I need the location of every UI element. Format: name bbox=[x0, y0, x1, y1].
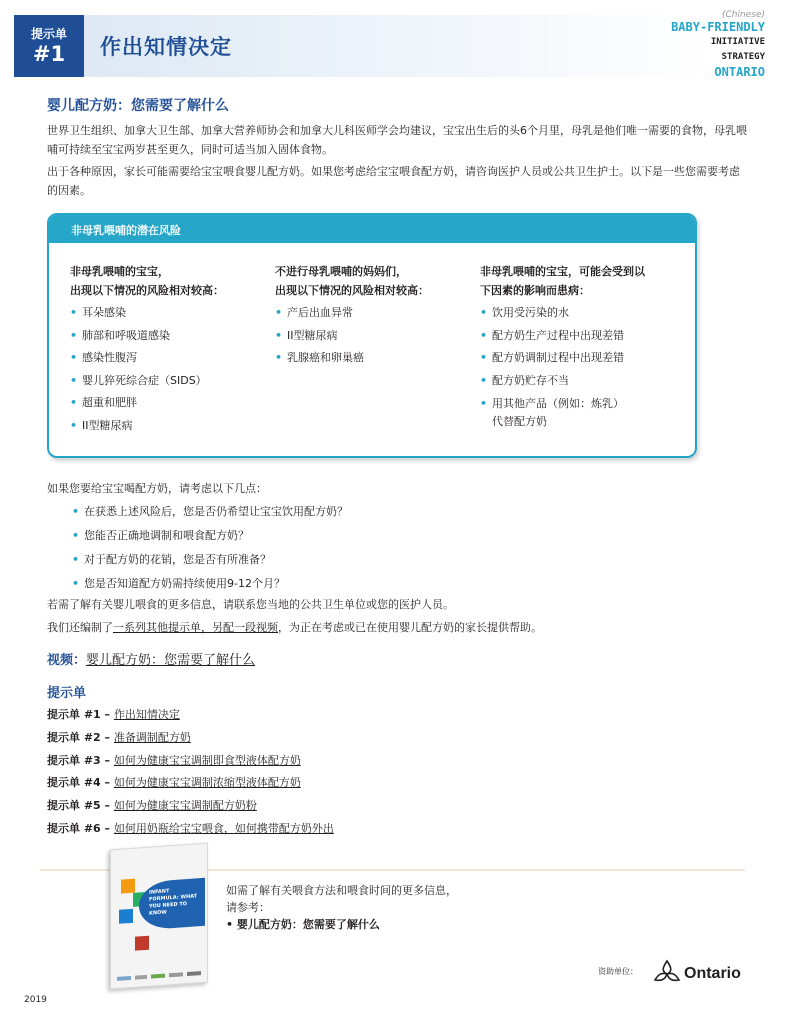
risk-column-heading-line2: 出现以下情况的风险相对较高： bbox=[275, 284, 429, 297]
page-title: 作出知情决定 bbox=[100, 35, 232, 59]
tip-sheet-link[interactable]: 如何用奶瓶给宝宝喂食，如何携带配方奶外出 bbox=[113, 821, 334, 835]
more-info-line3[interactable]: • 婴儿配方奶：您需要了解什么 bbox=[226, 918, 380, 931]
compiled-suffix: ，为正在考虑或已在使用婴儿配方奶的家长提供帮助。 bbox=[278, 621, 542, 634]
tip-sheet-link[interactable]: 如何为健康宝宝调制即食型液体配方奶 bbox=[113, 753, 301, 767]
list-item: • 婴儿猝死综合症（SIDS） bbox=[70, 373, 270, 388]
video-label: 视频： bbox=[47, 653, 87, 668]
list-item: • 感染性腹泻 bbox=[70, 350, 270, 365]
risk-column-baby bbox=[70, 262, 270, 440]
list-item: • II型糖尿病 bbox=[275, 328, 475, 343]
tip-sheets-title: 提示单 bbox=[47, 686, 87, 701]
list-item: • 在获悉上述风险后，您是否仍希望让宝宝饮用配方奶？ bbox=[72, 504, 348, 519]
risk-column-heading-line2: 下因素的影响而患病： bbox=[480, 284, 590, 297]
list-item bbox=[47, 730, 334, 745]
risk-column-heading bbox=[70, 262, 270, 300]
tip-sheet-link[interactable]: 如何为健康宝宝调制配方奶粉 bbox=[113, 799, 257, 813]
list-item: • 用其他产品（例如：炼乳） 代替配方奶 bbox=[480, 395, 690, 431]
partner-logos-icon bbox=[117, 970, 203, 982]
ontario-logo bbox=[652, 958, 752, 988]
more-info-block bbox=[226, 882, 457, 933]
list-item: • 肺部和呼吸道感染 bbox=[70, 328, 270, 343]
tip-sheet-link[interactable]: 如何为健康宝宝调制浓缩型液体配方奶 bbox=[113, 776, 301, 790]
list-item: • 饮用受污染的水 bbox=[480, 305, 690, 320]
list-item bbox=[47, 798, 334, 813]
list-item bbox=[47, 775, 334, 790]
booklet-thumbnail[interactable] bbox=[110, 843, 208, 990]
list-item: • 产后出血异常 bbox=[275, 305, 475, 320]
risk-column-heading-line1: 非母乳喂哺的宝宝，可能会受到以 bbox=[480, 265, 645, 278]
list-item: • 耳朵感染 bbox=[70, 305, 270, 320]
tip-label: 提示单 bbox=[30, 27, 67, 41]
tip-sheet-number: 提示单 #6 – bbox=[47, 821, 114, 835]
tip-sheets-list bbox=[47, 707, 334, 844]
video-link[interactable]: 婴儿配方奶：您需要了解什么 bbox=[86, 653, 256, 668]
list-item: • 超重和肥胖 bbox=[70, 395, 270, 410]
tip-number: #1 bbox=[32, 42, 66, 66]
bfi-logo bbox=[665, 10, 765, 80]
tip-sheet-number: 提示单 #1 – bbox=[47, 708, 114, 721]
considerations-intro: 如果您要给宝宝喝配方奶，请考虑以下几点： bbox=[47, 482, 267, 495]
block-orange bbox=[121, 879, 135, 894]
list-item bbox=[47, 753, 334, 768]
risk-column-heading bbox=[275, 262, 475, 300]
list-item: • 配方奶贮存不当 bbox=[480, 373, 690, 388]
risk-column-heading-line2: 出现以下情况的风险相对较高： bbox=[70, 284, 224, 297]
list-item: • II型糖尿病 bbox=[70, 418, 270, 433]
ontario-name: Ontario bbox=[684, 965, 741, 982]
list-item: • 对于配方奶的花销，您是否有所准备？ bbox=[72, 552, 348, 567]
bfi-language: (Chinese) bbox=[722, 10, 765, 20]
year-label: 2019 bbox=[24, 995, 47, 1005]
tip-sheet-number: 提示单 #5 – bbox=[47, 799, 114, 813]
risk-column-heading-line1: 非母乳喂哺的宝宝， bbox=[70, 265, 169, 278]
more-info-text: 若需了解有关婴儿喂食的更多信息，请联系您当地的公共卫生单位或您的医护人员。 bbox=[47, 598, 454, 611]
list-item: • 配方奶调制过程中出现差错 bbox=[480, 350, 690, 365]
section-title: 婴儿配方奶：您需要了解什么 bbox=[47, 98, 229, 114]
list-item: • 配方奶生产过程中出现差错 bbox=[480, 328, 690, 343]
compiled-prefix: 我们还编制了 bbox=[47, 621, 113, 634]
tip-sheet-number: 提示单 #4 – bbox=[47, 776, 114, 790]
risk-column-heading-line1: 不进行母乳喂哺的妈妈们， bbox=[275, 265, 407, 278]
compiled-text bbox=[47, 618, 747, 637]
consider-paragraph: 出于各种原因，家长可能需要给宝宝喂食婴儿配方奶。如果您考虑给宝宝喂食配方奶，请咨询医护人员或公共卫生护士。以下是一些您需要考虑的因素。 bbox=[47, 165, 740, 197]
list-item bbox=[47, 821, 334, 836]
block-blue bbox=[119, 909, 133, 924]
bfi-line1: BABY-FRIENDLY bbox=[671, 20, 765, 34]
risk-box bbox=[47, 213, 697, 458]
list-item: • 乳腺癌和卵巢癌 bbox=[275, 350, 475, 365]
tip-sheet-badge bbox=[14, 15, 84, 77]
considerations-list bbox=[72, 504, 348, 600]
list-item bbox=[47, 707, 334, 722]
trillium-icon bbox=[652, 958, 682, 988]
block-red bbox=[135, 936, 149, 951]
tip-sheet-number: 提示单 #3 – bbox=[47, 753, 114, 767]
tip-sheets-video-link[interactable]: 一系列其他提示单，另配一段视频 bbox=[113, 621, 278, 634]
booklet-title: INFANT FORMULA: WHAT YOU NEED TO KNOW bbox=[149, 888, 198, 917]
risk-box-heading: 非母乳喂哺的潜在风险 bbox=[49, 215, 695, 243]
risk-column-mother bbox=[275, 262, 475, 373]
video-line bbox=[47, 649, 255, 668]
tip-sheet-link[interactable]: 作出知情决定 bbox=[113, 708, 180, 721]
risk-column-heading bbox=[480, 262, 690, 300]
risk-column-factors bbox=[480, 262, 690, 439]
list-item: • 您能否正确地调制和喂食配方奶？ bbox=[72, 528, 348, 543]
more-info-line2: 请参考： bbox=[226, 901, 270, 914]
more-info-line1: 如需了解有关喂食方法和喂食时间的更多信息， bbox=[226, 884, 457, 897]
bfi-line2: INITIATIVE STRATEGY bbox=[710, 37, 765, 62]
bfi-line3: ONTARIO bbox=[714, 65, 765, 79]
list-item: • 您是否知道配方奶需持续使用9-12个月？ bbox=[72, 576, 348, 591]
tip-sheet-number: 提示单 #2 – bbox=[47, 730, 114, 744]
intro-paragraph: 世界卫生组织、加拿大卫生部、加拿大营养师协会和加拿大儿科医师学会均建议，宝宝出生后的头6个月里，母乳是他们唯一需要的食物，母乳喂哺可持续至宝宝两岁甚至更久，同时可适当加入固体食物。 bbox=[47, 124, 747, 156]
tip-sheet-link[interactable]: 准备调制配方奶 bbox=[113, 730, 191, 744]
sponsor-label: 资助单位： bbox=[598, 967, 638, 976]
